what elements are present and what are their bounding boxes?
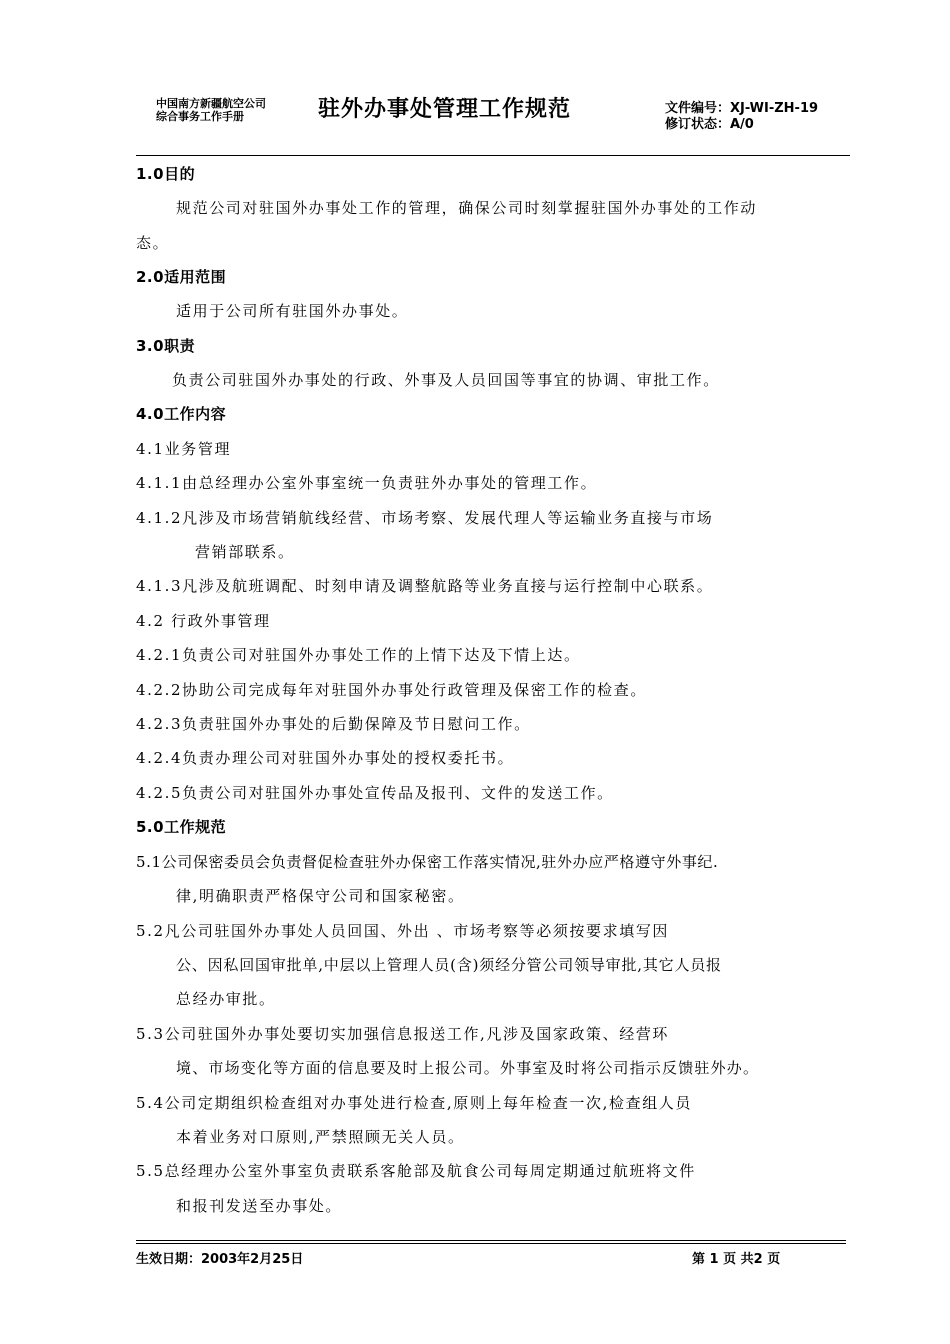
section-heading: 1.0目的	[136, 165, 196, 183]
paragraph-line: 本着业务对口原则,严禁照顾无关人员。	[176, 1128, 465, 1146]
doc-number: 文件编号：XJ-WI-ZH-19	[665, 101, 819, 116]
page-title: 驻外办事处管理工作规范	[318, 97, 572, 122]
paragraph-line: 规范公司对驻国外办事处工作的管理，确保公司时刻掌握驻国外办事处的工作动	[176, 199, 758, 217]
footer-rule	[136, 1243, 846, 1244]
paragraph-line: 营销部联系。	[195, 543, 295, 561]
paragraph-line: 4.1.1由总经理办公室外事室统一负责驻外办事处的管理工作。	[136, 474, 598, 492]
header-rule	[136, 155, 850, 156]
section-heading: 4.0工作内容	[136, 405, 227, 423]
paragraph-line: 4.2.2协助公司完成每年对驻国外办事处行政管理及保密工作的检查。	[136, 681, 647, 699]
paragraph-line: 4.1.2凡涉及市场营销航线经营、市场考察、发展代理人等运输业务直接与市场	[136, 509, 714, 527]
paragraph-line: 4.2.1负责公司对驻国外办事处工作的上情下达及下情上达。	[136, 646, 581, 664]
section-heading: 5.0工作规范	[136, 818, 227, 836]
paragraph-line: 负责公司驻国外办事处的行政、外事及人员回国等事宜的协调、审批工作。	[172, 371, 720, 389]
paragraph-line: 4.2.4负责办理公司对驻国外办事处的授权委托书。	[136, 749, 515, 767]
paragraph-line: 总经办审批。	[176, 990, 276, 1008]
paragraph-line: 4.1.3凡涉及航班调配、时刻申请及调整航路等业务直接与运行控制中心联系。	[136, 577, 714, 595]
manual-name: 综合事务工作手册	[156, 110, 244, 123]
paragraph-line: 4.2.3负责驻国外办事处的后勤保障及节日慰问工作。	[136, 715, 531, 733]
paragraph-line: 5.3公司驻国外办事处要切实加强信息报送工作,凡涉及国家政策、经营环	[136, 1025, 670, 1043]
company-name: 中国南方新疆航空公司	[156, 97, 266, 110]
paragraph-line: 适用于公司所有驻国外办事处。	[176, 302, 409, 320]
revision-status: 修订状态：A/0	[665, 117, 754, 132]
effective-date: 生效日期：2003年2月25日	[136, 1252, 304, 1267]
section-heading: 3.0职责	[136, 337, 196, 355]
subsection-heading: 4.2 行政外事管理	[136, 612, 271, 630]
paragraph-line: 境、市场变化等方面的信息要及时上报公司。外事室及时将公司指示反馈驻外办。	[176, 1059, 760, 1077]
paragraph-line: 5.5总经理办公室外事室负责联系客舱部及航食公司每周定期通过航班将文件	[136, 1162, 696, 1180]
section-heading: 2.0适用范围	[136, 268, 227, 286]
paragraph-line: 5.2凡公司驻国外办事处人员回国、外出 、市场考察等必须按要求填写因	[136, 922, 670, 940]
subsection-heading: 4.1业务管理	[136, 440, 232, 458]
page-number: 第 1 页 共2 页	[692, 1252, 781, 1267]
paragraph-line: 5.1公司保密委员会负责督促检查驻外办保密工作落实情况,驻外办应严格遵守外事纪.	[136, 853, 719, 871]
paragraph-line: 态。	[136, 234, 170, 252]
footer-rule	[136, 1240, 846, 1241]
paragraph-line: 公、因私回国审批单,中层以上管理人员(含)须经分管公司领导审批,其它人员报	[176, 956, 722, 974]
paragraph-line: 4.2.5负责公司对驻国外办事处宣传品及报刊、文件的发送工作。	[136, 784, 614, 802]
paragraph-line: 5.4公司定期组织检查组对办事处进行检查,原则上每年检查一次,检查组人员	[136, 1094, 692, 1112]
paragraph-line: 和报刊发送至办事处。	[176, 1197, 343, 1215]
paragraph-line: 律,明确职责严格保守公司和国家秘密。	[176, 887, 465, 905]
